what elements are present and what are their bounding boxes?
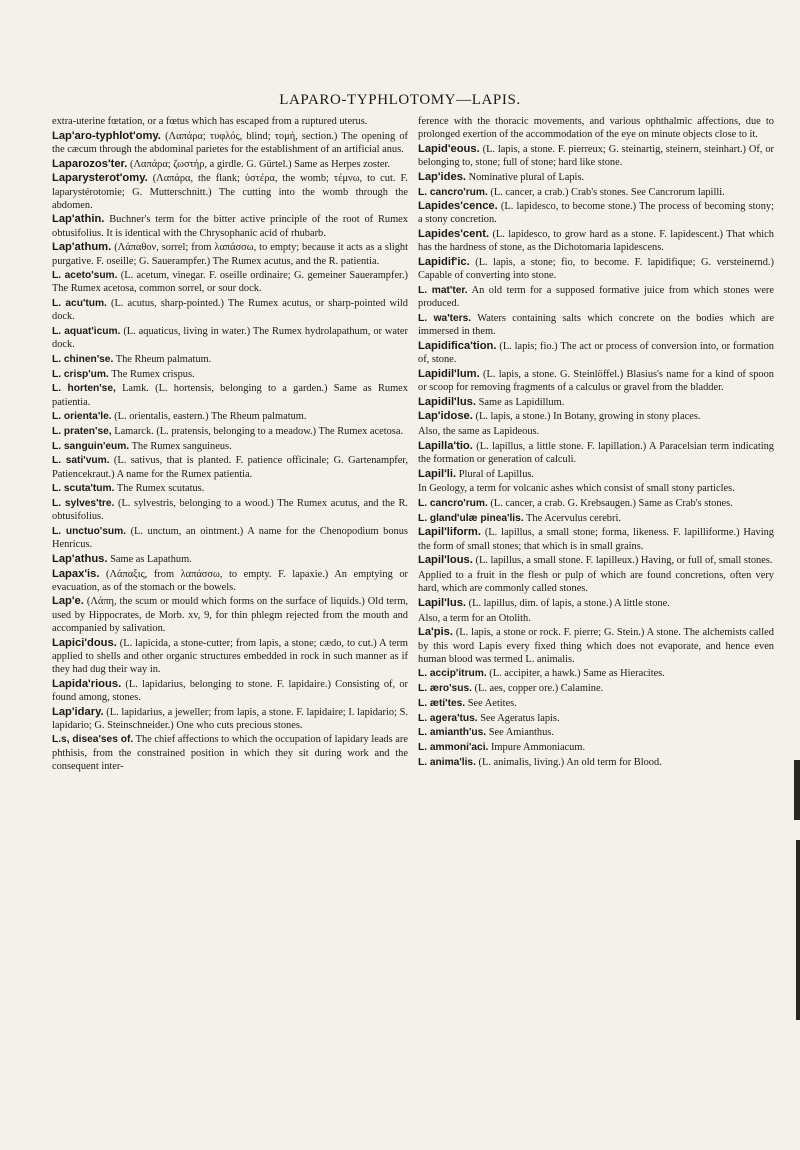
entry-definition: (L. lapicida, a stone-cutter; from lapis, a stone; cædo, to cut.) A term applied to shells and other organic structures embedded in rock in such manner as if they had dug their way in. xyxy=(52,637,408,675)
entry-headword: L. horten'se, xyxy=(52,383,116,395)
entry-headword: L. sanguin'eum. xyxy=(52,440,130,452)
entry-definition: An old term for a supposed formative juice from which stones were produced. xyxy=(418,284,775,310)
entry-headword: Lap'e. xyxy=(52,595,84,608)
entry-headword: L. anima'lis. xyxy=(418,756,476,768)
entry-headword: L. scuta'tum. xyxy=(52,483,115,495)
entry-headword: Lap'athin. xyxy=(52,213,105,226)
entry-definition: (L. cancer, a crab. G. Krebsaugen.) Same as Crab's stones. xyxy=(490,497,733,509)
dictionary-entry xyxy=(418,712,774,725)
entry-definition: (L. lapidarius, a jeweller; from lapis, a stone. F. lapidaire; I. lapidario; S. lapidario; G. Steinschneider.) One who cuts precious stones. xyxy=(52,706,408,731)
entry-definition: Applied to a fruit in the flesh or pulp of which are found concretions, often very hard, which are commonly called stones. xyxy=(418,570,774,595)
dictionary-entry xyxy=(52,115,408,128)
entry-headword: Lap'idose. xyxy=(418,410,473,423)
entry-headword: L. aceto'sum. xyxy=(52,270,118,282)
entry-definition: The Rumex crispus. xyxy=(111,368,195,380)
entry-headword: L. æti'tes. xyxy=(418,697,466,709)
dictionary-entry xyxy=(52,568,408,594)
entry-headword: Lapax'is. xyxy=(52,567,100,580)
dictionary-entry xyxy=(418,597,774,610)
entry-headword: L. praten'se, xyxy=(52,425,112,437)
entry-definition: extra-uterine fœtation, or a fœtus which has escaped from a ruptured uterus. xyxy=(52,116,368,127)
entry-headword: Lap'athum. xyxy=(52,241,112,254)
entry-definition: See Ageratus lapis. xyxy=(480,712,560,724)
dictionary-entry xyxy=(418,756,774,769)
entry-definition: (Λαπάρα; ζωστήρ, a girdle. G. Gürtel.) Same as Herpes zoster. xyxy=(130,158,390,170)
entry-definition: Impure Ammoniacum. xyxy=(490,741,586,753)
dictionary-entry xyxy=(418,612,774,625)
page-edge-shadow xyxy=(794,760,800,820)
dictionary-entry xyxy=(418,143,774,169)
entry-definition: The Rumex scutatus. xyxy=(116,483,205,495)
dictionary-entry xyxy=(52,269,408,295)
dictionary-entry xyxy=(418,512,774,525)
dictionary-entry xyxy=(418,368,774,394)
dictionary-entry xyxy=(418,682,774,695)
dictionary-entry xyxy=(52,382,408,408)
entry-headword: L. cancro'rum. xyxy=(418,186,488,198)
entry-definition: (L. unctum, an ointment.) A name for the Chenopodium bonus Henricus. xyxy=(52,525,408,551)
entry-definition: (L. lapis, a stone; fio, to become. F. lapidifique; G. versteinernd.) Capable of converting into stone. xyxy=(418,257,774,282)
entry-headword: Lapilla'tio. xyxy=(418,439,473,452)
entry-headword: L. sylves'tre. xyxy=(52,497,115,509)
entry-headword: L. mat'ter. xyxy=(418,284,468,296)
entry-definition: (L. lapillus, dim. of lapis, a stone.) A little stone. xyxy=(468,597,670,609)
entry-headword: Lapida'rious. xyxy=(52,677,122,690)
entry-headword: L. amianth'us. xyxy=(418,727,487,739)
dictionary-entry xyxy=(52,637,408,677)
entry-headword: Lap'idary. xyxy=(52,705,104,718)
entry-headword: Lapides'cence. xyxy=(418,200,498,213)
entry-headword: L. gland'ulæ pinea'lis. xyxy=(418,512,524,524)
entry-headword: Lapides'cent. xyxy=(418,228,490,241)
entry-definition: The chief affections to which the occupation of lapidary leads are phthisis, from the constrained position in which they sit during work and the consequent inter- xyxy=(52,734,408,772)
entry-headword: L. wa'ters. xyxy=(418,312,472,324)
dictionary-entry xyxy=(52,213,408,239)
entry-definition: Same as Lapathum. xyxy=(110,553,192,565)
entry-definition: (L. accipiter, a hawk.) Same as Hieracites. xyxy=(489,668,665,680)
entry-headword: L. acu'tum. xyxy=(52,298,107,310)
entry-definition: Also, the same as Lapideous. xyxy=(418,425,540,437)
dictionary-entry xyxy=(418,396,774,409)
entry-definition: Lamarck. (L. pratensis, belonging to a meadow.) The Rumex acetosa. xyxy=(114,425,404,437)
entry-definition: (Λαπάρα, the flank; ὑστέρα, the womb; τέμνω, to cut. F. laparystérotomie; G. Mutterschnitt.) The cutting into the womb through the abdomen. xyxy=(52,173,408,211)
dictionary-entry xyxy=(52,706,408,732)
entry-definition: (L. lapis, a stone. F. pierreux; G. steinartig, steinern, steinhart.) Of, or belonging to, stone; full of stone; hard like stone. xyxy=(418,143,774,169)
dictionary-entry xyxy=(418,340,774,366)
dictionary-entry xyxy=(418,410,774,423)
entry-definition: Buchner's term for the bitter active principle of the root of Rumex obtusifolius. It is identical with the Chrysophanic acid of rhubarb. xyxy=(52,214,408,239)
running-head: LAPARO-TYPHLOTOMY—LAPIS. xyxy=(279,92,521,108)
entry-definition: (Λάπη, the scum or mould which forms on the surface of liquids.) Old term, used by Hippocrates, de Morb. xv, 9, for thin phlegm rejected from the mouth and accompanied by salivation. xyxy=(52,596,409,634)
entry-headword: L. ammoni'aci. xyxy=(418,741,489,753)
entry-definition: (L. orientalis, eastern.) The Rheum palmatum. xyxy=(114,411,307,423)
right-column xyxy=(418,115,774,770)
entry-definition: ference with the thoracic movements, and various ophthalmic affections, due to prolonged exertion of the accommodation of the eye on minute objects close to it. xyxy=(418,116,774,141)
entry-definition: (L. acetum, vinegar. F. oseille ordinaire; G. gemeiner Sauerampfer.) The Rumex acetosa, common sorrel, or sour dock. xyxy=(52,270,408,295)
entry-definition: (L. sativus, that is planted. F. patience officinale; G. Gartenampfer, Patiencekraut.) A name for the Rumex patientia. xyxy=(52,455,408,480)
entry-definition: Plural of Lapillus. xyxy=(458,468,535,480)
entry-headword: Lapil'li. xyxy=(418,467,457,480)
dictionary-entry xyxy=(52,297,408,323)
entry-definition: (L. acutus, sharp-pointed.) The Rumex acutus, or sharp-pointed wild dock. xyxy=(52,298,408,323)
entry-headword: Laparysterot'omy. xyxy=(52,172,148,185)
entry-definition: (Λαπάρα; τυφλός, blind; τομή, section.) The opening of the cæcum through the abdominal parietes for the establishment of an artificial anus. xyxy=(52,130,408,155)
dictionary-entry xyxy=(418,497,774,510)
entry-definition: (L. lapis; fio.) The act or process of conversion into, or formation of, stone. xyxy=(418,340,774,365)
entry-definition: Lamk. (L. hortensis, belonging to a garden.) Same as Rumex patientia. xyxy=(52,383,408,408)
entry-definition: (L. aquaticus, living in water.) The Rumex hydrolapathum, or water dock. xyxy=(52,326,408,351)
entry-definition: (L. animalis, living.) An old term for Blood. xyxy=(478,756,662,768)
dictionary-entry xyxy=(418,284,774,310)
dictionary-entry xyxy=(418,440,774,466)
dictionary-entry xyxy=(418,256,774,282)
dictionary-entry xyxy=(418,726,774,739)
entry-definition: The Rumex sanguineus. xyxy=(131,440,232,452)
dictionary-entry xyxy=(418,115,774,141)
entry-definition: Nominative plural of Lapis. xyxy=(468,171,585,183)
entry-definition: (L. lapidesco, to become stone.) The process of becoming stony; a stony concretion. xyxy=(418,201,774,226)
entry-definition: (Λάπαθον, sorrel; from λαπάσσω, to empty; because it acts as a slight purgative. F. oseille; G. Sauerampfer.) The Rumex acutus, and the R. patientia. xyxy=(52,242,408,267)
entry-definition: (L. lapillus, a small stone; forma, likeness. F. lapilliforme.) Having the form of small stones; that which is in small grains. xyxy=(418,527,775,552)
entry-definition: Same as Lapidillum. xyxy=(478,396,565,408)
entry-headword: Lapidif'ic. xyxy=(418,256,470,269)
entry-headword: L. aquat'icum. xyxy=(52,326,121,338)
dictionary-entry xyxy=(52,425,408,438)
dictionary-entry xyxy=(52,172,408,212)
entry-definition: Waters containing salts which concrete on the bodies which are immersed in them. xyxy=(418,312,774,338)
entry-definition: (Λάπαξις, from λαπάσσω, to empty. F. lapaxie.) An emptying or evacuation, as of the stomach or the bowels. xyxy=(52,568,408,593)
entry-headword: Lapici'dous. xyxy=(52,636,117,649)
entry-headword: Lapidil'lum. xyxy=(418,367,480,380)
entry-definition: (L. lapis, a stone.) In Botany, growing in stony places. xyxy=(475,411,701,423)
entry-definition: (L. lapidarius, belonging to stone. F. lapidaire.) Consisting of, or found among, stones. xyxy=(52,678,408,703)
dictionary-entry xyxy=(418,626,774,666)
entry-headword: L.s, disea'ses of. xyxy=(52,734,134,746)
entry-definition: (L. lapis, a stone. G. Steinlöffel.) Blasius's name for a kind of spoon or scoop for removing fragments of a calculus or gravel from the bladder. xyxy=(418,368,774,393)
entry-definition: In Geology, a term for volcanic ashes which consist of small stony particles. xyxy=(418,483,735,495)
dictionary-entry xyxy=(418,569,774,595)
entry-definition: (L. sylvestris, belonging to a wood.) The Rumex acutus, and the R. obtusifolius. xyxy=(52,497,408,523)
dictionary-entry xyxy=(418,228,774,254)
dictionary-entry xyxy=(418,482,774,495)
entry-definition: Also, a term for an Otolith. xyxy=(418,612,531,624)
dictionary-entry xyxy=(52,678,408,704)
entry-headword: L. unctuo'sum. xyxy=(52,525,126,537)
dictionary-entry xyxy=(52,595,408,635)
entry-definition: See Aetites. xyxy=(467,697,517,709)
entry-definition: The Acervulus cerebri. xyxy=(526,512,621,524)
dictionary-entry xyxy=(418,312,774,338)
dictionary-entry xyxy=(418,468,774,481)
entry-headword: L. orienta'le. xyxy=(52,411,112,423)
dictionary-entry xyxy=(52,158,408,171)
entry-headword: Lapidifica'tion. xyxy=(418,339,497,352)
dictionary-entry xyxy=(52,733,408,773)
page-edge-shadow xyxy=(796,840,800,1020)
dictionary-entry xyxy=(52,241,408,267)
entry-headword: La'pis. xyxy=(418,626,453,639)
entry-definition: (L. cancer, a crab.) Crab's stones. See Cancrorum lapilli. xyxy=(490,186,725,198)
entry-headword: L. æro'sus. xyxy=(418,683,472,695)
dictionary-entry xyxy=(418,697,774,710)
left-column xyxy=(52,115,408,775)
dictionary-entry xyxy=(418,200,774,226)
entry-headword: Lapil'liform. xyxy=(418,526,481,539)
entry-headword: Lap'ides. xyxy=(418,170,467,183)
dictionary-entry xyxy=(52,553,408,566)
entry-headword: L. accip'itrum. xyxy=(418,668,487,680)
dictionary-entry xyxy=(418,526,774,552)
dictionary-entry xyxy=(52,525,408,551)
dictionary-entry xyxy=(52,368,408,381)
entry-headword: Lapidil'lus. xyxy=(418,395,476,408)
entry-definition: (L. lapillus, a small stone. F. lapilleux.) Having, or full of, small stones. xyxy=(475,555,773,567)
entry-headword: L. agera'tus. xyxy=(418,712,478,724)
entry-definition: (L. aes, copper ore.) Calamine. xyxy=(474,683,604,695)
dictionary-entry xyxy=(418,741,774,754)
entry-definition: The Rheum palmatum. xyxy=(115,353,212,365)
dictionary-entry xyxy=(418,425,774,438)
entry-headword: L. cancro'rum. xyxy=(418,497,488,509)
entry-headword: L. crisp'um. xyxy=(52,368,109,380)
dictionary-entry xyxy=(52,130,408,156)
entry-definition: (L. lapillus, a little stone. F. lapillation.) A Paracelsian term indicating the formation or generation of calculi. xyxy=(418,440,774,465)
dictionary-entry xyxy=(52,325,408,351)
entry-headword: Lap'aro-typhlot'omy. xyxy=(52,129,161,142)
dictionary-entry xyxy=(52,353,408,366)
dictionary-entry xyxy=(418,554,774,567)
dictionary-entry xyxy=(52,482,408,495)
entry-headword: L. chinen'se. xyxy=(52,353,114,365)
entry-headword: Lapid'eous. xyxy=(418,142,480,155)
entry-definition: (L. lapidesco, to grow hard as a stone. F. lapidescent.) That which has the hardness of stone, as the Dichotomaria lapidescens. xyxy=(418,229,774,254)
dictionary-entry xyxy=(52,440,408,453)
dictionary-entry xyxy=(52,410,408,423)
dictionary-entry xyxy=(52,454,408,480)
entry-headword: Lap'athus. xyxy=(52,552,108,565)
entry-definition: See Amianthus. xyxy=(488,727,554,739)
entry-headword: Lapil'lus. xyxy=(418,596,467,609)
dictionary-entry xyxy=(418,171,774,184)
entry-headword: Lapil'lous. xyxy=(418,554,473,567)
dictionary-entry xyxy=(52,497,408,523)
entry-headword: Laparozos'ter. xyxy=(52,157,128,170)
dictionary-entry xyxy=(418,186,774,199)
entry-headword: L. sati'vum. xyxy=(52,455,110,467)
dictionary-entry xyxy=(418,667,774,680)
entry-definition: (L. lapis, a stone or rock. F. pierre; G. Stein.) A stone. The alchemists called by this word Lapis every fixed thing which does not evaporate, and hence even human blood was termed L. animalis. xyxy=(418,627,774,665)
